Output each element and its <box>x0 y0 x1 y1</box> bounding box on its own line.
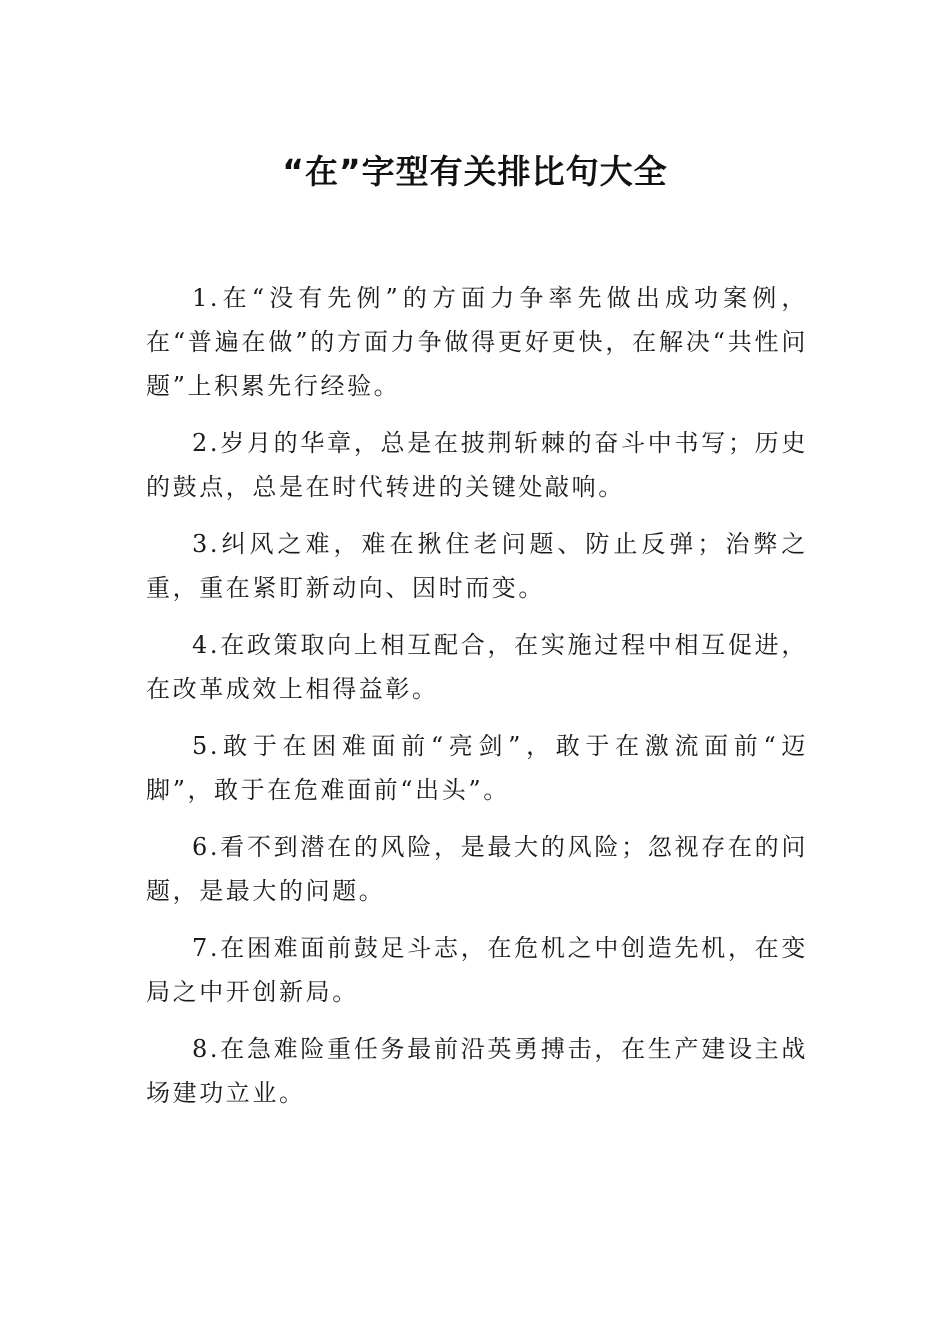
paragraph-1: 1.在“没有先例”的方面力争率先做出成功案例，在“普遍在做”的方面力争做得更好更快，在解决“共性问题”上积累先行经验。 <box>146 284 808 400</box>
paragraph-8: 8.在急难险重任务最前沿英勇搏击，在生产建设主战场建功立业。 <box>146 1035 808 1107</box>
document-body <box>146 276 808 1128</box>
paragraph-4: 4.在政策取向上相互配合，在实施过程中相互促进，在改革成效上相得益彰。 <box>146 631 808 703</box>
document-title: “在”字型有关排比句大全 <box>282 152 668 191</box>
paragraph-6: 6.看不到潜在的风险，是最大的风险；忽视存在的问题，是最大的问题。 <box>146 833 808 905</box>
paragraph-7: 7.在困难面前鼓足斗志，在危机之中创造先机，在变局之中开创新局。 <box>146 934 808 1006</box>
paragraph-3: 3.纠风之难，难在揪住老问题、防止反弹；治弊之重，重在紧盯新动向、因时而变。 <box>146 530 808 602</box>
paragraph-2: 2.岁月的华章，总是在披荆斩棘的奋斗中书写；历史的鼓点，总是在时代转进的关键处敲响。 <box>146 429 808 501</box>
paragraph-5: 5.敢于在困难面前“亮剑”，敢于在激流面前“迈脚”，敢于在危难面前“出头”。 <box>146 732 808 804</box>
